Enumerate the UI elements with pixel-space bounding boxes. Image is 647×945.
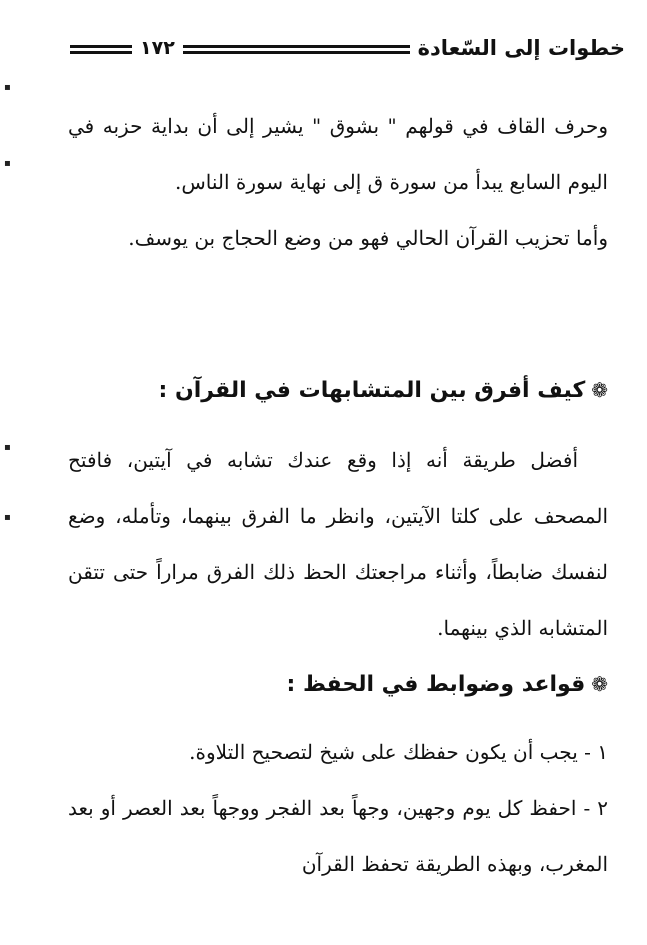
section-heading <box>60 378 608 403</box>
margin-speck: ▪ <box>4 82 11 93</box>
header-rule-end <box>70 45 132 54</box>
margin-speck: ▪ <box>4 442 11 453</box>
paragraph: أفضل طريقة أنه إذا وقع عندك تشابه في آيتين، فافتح المصحف على كلتا الآيتين، وانظر ما الفرق بينهما، وتأمله، وضع لنفسك ضابطاً، وأثناء مراجعتك الحظ ذلك الفرق مراراً حتى تتقن المتشابه الذي بينهما. <box>68 448 608 640</box>
section-heading <box>60 672 608 697</box>
page-number: ١٧٢ <box>140 37 175 59</box>
flower-bullet-icon: ❁ <box>591 672 608 696</box>
margin-speck: ▪ <box>4 512 11 523</box>
text-block-3 <box>68 724 608 892</box>
text-block-2 <box>68 432 608 656</box>
section-heading-text: قواعد وضوابط في الحفظ : <box>286 672 586 697</box>
running-title: خطوات إلى السّعادة <box>417 36 625 60</box>
flower-bullet-icon: ❁ <box>591 378 608 402</box>
list-item: ١ - يجب أن يكون حفظك على شيخ لتصحيح التلاوة. <box>189 740 608 764</box>
header-rule <box>183 45 410 54</box>
margin-speck: ▪ <box>4 158 11 169</box>
paragraph: وحرف القاف في قولهم " بشوق " يشير إلى أن بداية حزبه في اليوم السابع يبدأ من سورة ق إلى نهاية سورة الناس. <box>68 114 608 194</box>
list-item: ٢ - احفظ كل يوم وجهين، وجهاً بعد الفجر ووجهاً بعد العصر أو بعد المغرب، وبهذه الطريقة تحفظ القرآن <box>68 796 608 876</box>
section-heading-text: كيف أفرق بين المتشابهات في القرآن : <box>158 378 586 403</box>
text-block-1 <box>68 98 608 266</box>
page-header <box>70 28 625 68</box>
paragraph: وأما تحزيب القرآن الحالي فهو من وضع الحجاج بن يوسف. <box>128 226 608 250</box>
